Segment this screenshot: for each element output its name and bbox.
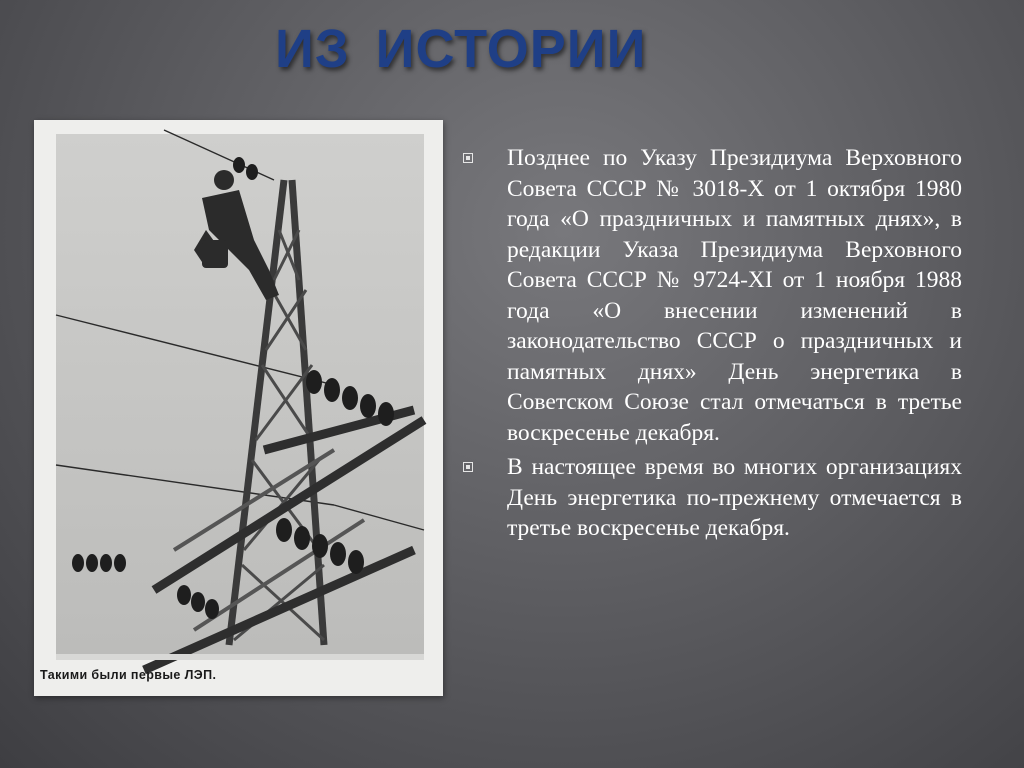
bullet-list — [462, 143, 962, 548]
bullet-item — [462, 143, 962, 448]
photo-caption: Такими были первые ЛЭП. — [40, 668, 217, 682]
historical-photo — [34, 120, 443, 696]
square-bullet-icon — [463, 153, 473, 163]
bullet-text: Позднее по Указу Президиума Верховного Совета СССР № 3018-X от 1 октября 1980 года «О праздничных и памятных днях», в редакции Указа Президиума Верховного Совета СССР № 9724-XI от 1 ноября 1988 года «О внесении изменений в законодательство СССР о праздничных и памятных днях» День энергетика в Советском Союзе стал отмечаться в третье воскресенье декабря. — [507, 145, 962, 446]
bullet-item — [462, 452, 962, 544]
power-line-tower-photo — [34, 120, 443, 696]
slide-title: ИЗ ИСТОРИИ — [275, 19, 647, 79]
square-bullet-icon — [463, 462, 473, 472]
bullet-text: В настоящее время во многих организациях День энергетика по-прежнему отмечается в третье воскресенье декабря. — [507, 454, 962, 541]
